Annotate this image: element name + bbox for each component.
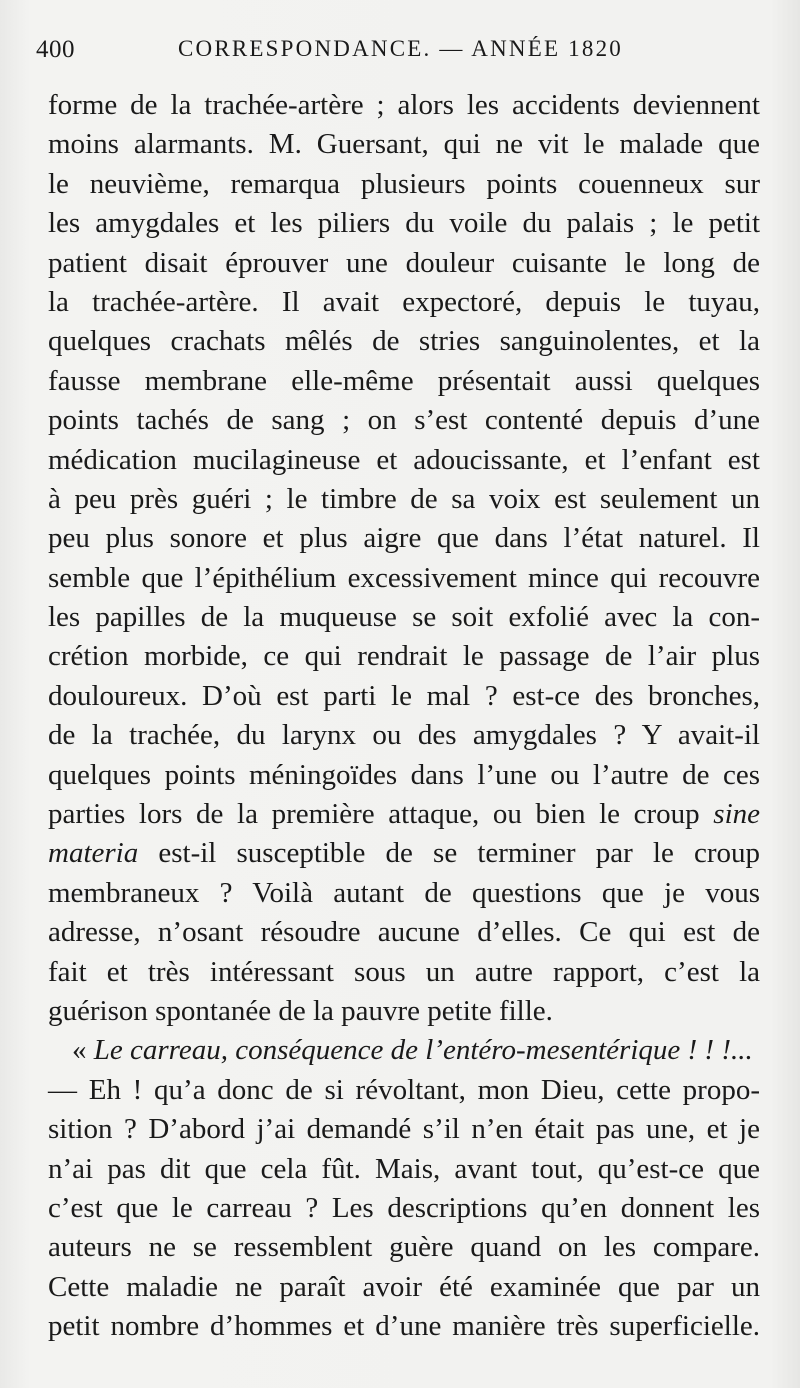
- text-line: crétion morbide, ce qui rendrait le passage de l’air plus: [48, 640, 760, 673]
- text-line: [48, 795, 760, 834]
- text-line: moins alarmants. M. Guersant, qui ne vit le malade que: [48, 128, 760, 161]
- text-line: douloureux. D’où est parti le mal ? est-ce des bronches,: [48, 679, 760, 712]
- text-line: patient disait éprouver une douleur cuisante le long de: [48, 246, 760, 279]
- text-line: [48, 834, 760, 873]
- text-line: les amygdales et les piliers du voile du palais ; le petit: [48, 207, 760, 240]
- text-line: sition ? D’abord j’ai demandé s’il n’en était pas une, et je: [48, 1113, 760, 1146]
- text-line: petit nombre d’hommes et d’une manière très superficielle.: [48, 1310, 760, 1343]
- text-line: fausse membrane elle-même présentait aussi quelques: [48, 364, 760, 397]
- text-line: forme de la trachée-artère ; alors les accidents deviennent: [48, 89, 760, 121]
- italic-quote: Le carreau, conséquence de l’entéro-mesentérique ! ! !...: [93, 1034, 753, 1067]
- text-line: c’est que le carreau ? Les descriptions qu’en donnent les: [48, 1191, 760, 1224]
- text-line: fait et très intéressant sous un autre rapport, c’est la: [48, 955, 760, 988]
- quote-mark: «: [72, 1034, 94, 1067]
- text-line: adresse, n’osant résoudre aucune d’elles. Ce qui est de: [48, 916, 760, 949]
- text-line: auteurs ne se ressemblent guère quand on les compare.: [48, 1231, 760, 1264]
- paragraph-last-line: guérison spontanée de la pauvre petite fille.: [48, 994, 553, 1027]
- text-line: le neuvième, remarqua plusieurs points couenneux sur: [48, 167, 760, 200]
- text-line: points tachés de sang ; on s’est contenté depuis d’une: [48, 404, 760, 437]
- text-line: quelques points méningoïdes dans l’une ou l’autre de ces: [48, 758, 760, 791]
- text-line: médication mucilagineuse et adoucissante, et l’enfant est: [48, 443, 760, 476]
- text-run: parties lors de la première attaque, ou bien le croup: [48, 798, 714, 831]
- text-line: semble que l’épithélium excessivement mince qui recouvre: [48, 561, 760, 594]
- text-line: la trachée-artère. Il avait expectoré, depuis le tuyau,: [48, 285, 760, 318]
- body-text: [48, 86, 760, 1347]
- quoted-line: [48, 1031, 760, 1070]
- page-number: 400: [36, 36, 75, 63]
- running-head: CORRESPONDANCE. — ANNÉE 1820: [178, 36, 623, 61]
- text-line: membraneux ? Voilà autant de questions que je vous: [48, 876, 760, 909]
- text-run: est-il susceptible de se terminer par le croup: [138, 837, 760, 870]
- text-line: n’ai pas dit que cela fût. Mais, avant tout, qu’est-ce que: [48, 1152, 760, 1185]
- text-line: — Eh ! qu’a donc de si révoltant, mon Dieu, cette propo-: [48, 1073, 760, 1106]
- text-line: peu plus sonore et plus aigre que dans l’état naturel. Il: [48, 522, 760, 555]
- italic-term: sine: [713, 798, 760, 831]
- text-line: à peu près guéri ; le timbre de sa voix est seulement un: [48, 482, 760, 515]
- text-line: quelques crachats mêlés de stries sanguinolentes, et la: [48, 325, 760, 358]
- page-header: [36, 34, 766, 68]
- italic-term: materia: [48, 837, 139, 870]
- text-line: de la trachée, du larynx ou des amygdales ? Y avait-il: [48, 719, 760, 752]
- text-line: les papilles de la muqueuse se soit exfolié avec la con-: [48, 601, 760, 634]
- text-line: Cette maladie ne paraît avoir été examinée que par un: [48, 1270, 760, 1303]
